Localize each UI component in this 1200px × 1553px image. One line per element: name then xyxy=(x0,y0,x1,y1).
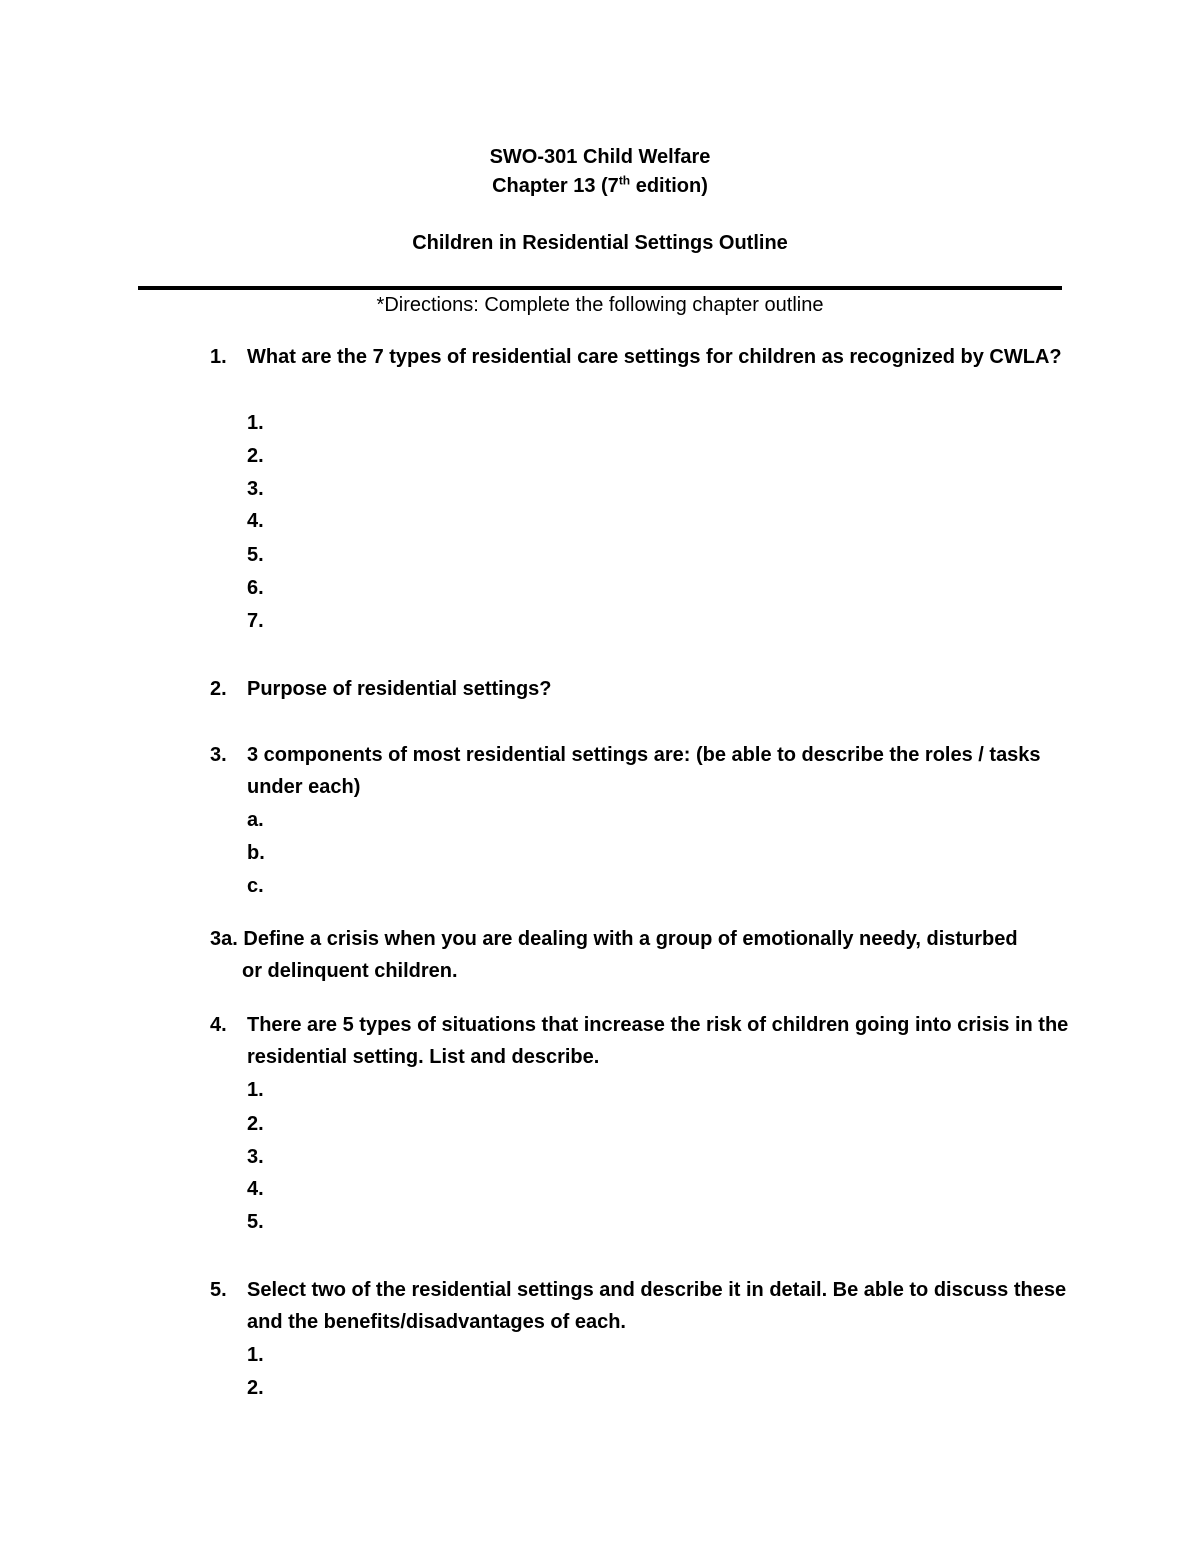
list-item: 5. xyxy=(247,544,264,566)
question-text: Purpose of residential settings? xyxy=(247,678,552,700)
directions-text: *Directions: Complete the following chapter outline xyxy=(376,294,824,316)
question-text-line2: or delinquent children. xyxy=(242,960,458,982)
question-number: 3. xyxy=(210,744,227,766)
question-3a xyxy=(210,923,1070,987)
list-item: 4. xyxy=(247,510,264,532)
list-item: 5. xyxy=(247,1211,264,1233)
list-item: 3. xyxy=(247,1146,264,1168)
question-3 xyxy=(210,739,1070,803)
list-item: 1. xyxy=(247,1344,264,1366)
question-number: 2. xyxy=(210,678,227,700)
horizontal-divider xyxy=(138,286,1062,290)
question-text xyxy=(210,923,1070,955)
question-text: What are the 7 types of residential care settings for children as recognized by CWLA? xyxy=(247,346,1062,368)
question-4 xyxy=(210,1009,1070,1073)
question-number: 4. xyxy=(210,1014,227,1036)
question-text: Select two of the residential settings and describe it in detail. Be able to discuss these and the benefits/disadvantages of each. xyxy=(247,1279,1067,1333)
chapter-prefix: Chapter 13 (7 xyxy=(492,175,619,197)
list-item: 1. xyxy=(247,412,264,434)
question-number: 5. xyxy=(210,1279,227,1301)
question-1 xyxy=(210,341,1070,373)
list-item: 2. xyxy=(247,445,264,467)
chapter-suffix: edition) xyxy=(630,175,708,197)
list-item: 6. xyxy=(247,577,264,599)
question-text-line1: Define a crisis when you are dealing with a group of emotionally needy, disturbed xyxy=(243,928,1018,950)
question-number: 3a. xyxy=(210,928,238,950)
list-item: 1. xyxy=(247,1079,264,1101)
question-text: 3 components of most residential settings are: (be able to describe the roles / tasks under each) xyxy=(247,744,1041,798)
outline-heading: Children in Residential Settings Outline xyxy=(412,232,788,254)
list-item: 2. xyxy=(247,1113,264,1135)
question-text: There are 5 types of situations that increase the risk of children going into crisis in the residential setting. List and describe. xyxy=(247,1014,1069,1068)
list-item: 2. xyxy=(247,1377,264,1399)
chapter-line xyxy=(0,174,1200,198)
question-5 xyxy=(210,1274,1070,1338)
list-item: 7. xyxy=(247,610,264,632)
course-title: SWO-301 Child Welfare xyxy=(489,146,711,168)
question-2 xyxy=(210,673,1070,705)
list-item: c. xyxy=(247,875,264,897)
list-item: b. xyxy=(247,842,265,864)
question-number: 1. xyxy=(210,346,227,368)
list-item: 3. xyxy=(247,478,264,500)
chapter-ordinal-suffix: th xyxy=(618,173,631,188)
list-item: a. xyxy=(247,809,264,831)
list-item: 4. xyxy=(247,1178,264,1200)
